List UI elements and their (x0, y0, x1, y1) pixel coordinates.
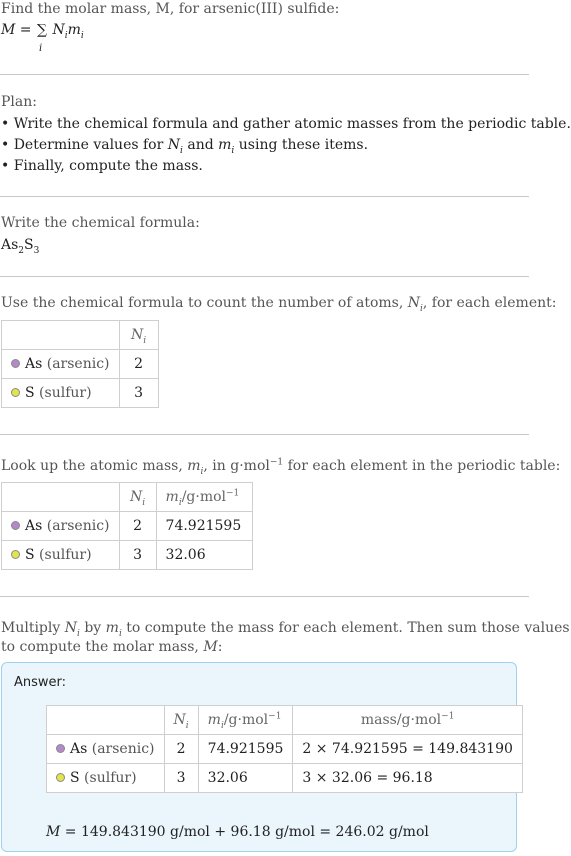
multiply-n: N (64, 620, 77, 636)
count-text (1, 294, 556, 312)
multiply-line2-a: to compute the molar mass, (1, 639, 199, 655)
formula-equals: = (19, 22, 32, 38)
header-empty (2, 483, 120, 512)
table-row (2, 350, 159, 379)
table-header-row (2, 483, 253, 512)
atom-count: 3 (119, 541, 156, 570)
header-n (119, 483, 156, 512)
plan-bullet-1: • Write the chemical formula and gather atomic masses from the periodic table. (1, 116, 571, 132)
multiply-m: m (105, 620, 119, 636)
header-n-label: N (173, 712, 186, 728)
sum-symbol (36, 21, 48, 54)
divider (0, 276, 529, 277)
arsenic-color-dot (56, 744, 65, 753)
answer-label: Answer: (14, 675, 67, 690)
header-n-label: N (129, 489, 143, 505)
plan-m: m (218, 137, 232, 153)
element-name: (arsenic) (91, 741, 155, 757)
element-symbol: As (25, 518, 43, 534)
sulfur-color-dot (11, 388, 20, 397)
table-header-row (2, 321, 159, 350)
element-cell (47, 764, 165, 793)
element-name: (arsenic) (46, 356, 110, 372)
header-n-sub: i (185, 720, 189, 731)
header-n-label: N (130, 327, 144, 343)
formula-lhs: M (1, 22, 16, 38)
atom-count: 3 (164, 764, 198, 793)
plan-n-sub: i (180, 145, 183, 156)
count-text-n-sub: i (420, 303, 423, 314)
element-symbol: As (70, 741, 88, 757)
formula-m: m (67, 22, 81, 38)
header-m-exp: −1 (226, 488, 240, 499)
multiply-text-line-1 (1, 619, 570, 637)
count-text-b: , for each element: (422, 295, 557, 311)
header-m-unit: /g·mol (223, 712, 269, 728)
sulfur-color-dot (11, 550, 20, 559)
count-text-a: Use the chemical formula to count the number of atoms, (1, 295, 404, 311)
atom-count: 2 (164, 735, 198, 764)
lookup-text-exp: −1 (269, 457, 284, 468)
table-row (2, 512, 253, 541)
divider (0, 596, 529, 597)
lookup-text-m: m (187, 458, 201, 474)
element-cell (2, 379, 120, 408)
multiply-line2-M: M (203, 639, 218, 655)
element-cell (47, 735, 165, 764)
header-mass-exp: −1 (441, 711, 455, 722)
element-symbol: S (25, 547, 35, 563)
table-row (47, 764, 523, 793)
divider (0, 434, 529, 435)
atomic-mass: 74.921595 (156, 512, 252, 541)
header-mass (293, 706, 523, 735)
lookup-text-m-sub: i (200, 466, 204, 477)
lookup-text-a: Look up the atomic mass, (1, 458, 183, 474)
header-m-label: m (165, 489, 179, 505)
multiply-line2-b: : (217, 639, 223, 655)
atom-count: 3 (119, 379, 158, 408)
atomic-mass: 74.921595 (198, 735, 293, 764)
header-m (156, 483, 252, 512)
table-row (2, 379, 159, 408)
count-table (1, 320, 159, 408)
formula-sub-s: 3 (33, 245, 40, 256)
final-lhs: M (46, 824, 61, 840)
element-cell (2, 512, 120, 541)
answer-table (46, 705, 523, 793)
plan-and: and (187, 137, 214, 153)
atomic-mass: 32.06 (156, 541, 252, 570)
header-n (164, 706, 198, 735)
formula-n: N (52, 22, 65, 38)
divider (0, 74, 529, 75)
multiply-b: by (84, 620, 102, 636)
element-symbol: As (25, 356, 43, 372)
formula-n-sub: i (64, 30, 68, 41)
header-m (198, 706, 293, 735)
lookup-text-b: , in g·mol (203, 458, 270, 474)
atomic-mass: 32.06 (198, 764, 293, 793)
multiply-a: Multiply (1, 620, 61, 636)
formula-element-as: As (1, 237, 19, 253)
element-name: (sulfur) (39, 547, 92, 563)
formula-heading: Write the chemical formula: (1, 215, 200, 231)
element-mass: 2 × 74.921595 = 149.843190 (293, 735, 523, 764)
header-m-unit: /g·mol (181, 489, 227, 505)
element-cell (2, 541, 120, 570)
plan-bullet-2 (1, 136, 368, 154)
multiply-c: to compute the mass for each element. Then sum those values (126, 620, 570, 636)
sum-index: i (38, 43, 43, 54)
final-rest: = 149.843190 g/mol + 96.18 g/mol = 246.02 g/mol (64, 824, 429, 840)
lookup-text-c: for each element in the periodic table: (287, 458, 561, 474)
element-mass: 3 × 32.06 = 96.18 (293, 764, 523, 793)
formula-sub-as: 2 (18, 245, 25, 256)
multiply-text-line-2 (1, 638, 222, 656)
count-text-n: N (407, 295, 421, 311)
table-row (2, 541, 253, 570)
sum-sign: ∑ (36, 22, 47, 38)
lookup-table (1, 482, 253, 570)
plan-bullet-3: • Finally, compute the mass. (1, 158, 203, 174)
element-name: (sulfur) (84, 770, 137, 786)
lookup-text (1, 457, 560, 475)
table-row (47, 735, 523, 764)
header-m-sub: i (220, 720, 224, 731)
header-n-sub: i (143, 335, 147, 346)
atom-count: 2 (119, 350, 158, 379)
intro-text: Find the molar mass, M, for arsenic(III) sulfide: (1, 1, 340, 17)
molar-mass-formula (1, 21, 84, 54)
header-m-exp: −1 (268, 711, 282, 722)
header-m-sub: i (178, 497, 182, 508)
element-cell (2, 350, 120, 379)
element-name: (sulfur) (39, 385, 92, 401)
arsenic-color-dot (11, 359, 20, 368)
formula-element-s: S (24, 237, 34, 253)
formula-m-sub: i (80, 30, 84, 41)
table-header-row (47, 706, 523, 735)
plan-heading: Plan: (1, 94, 37, 110)
element-symbol: S (25, 385, 35, 401)
plan-bullet-2-start: • Determine values for (1, 137, 164, 153)
element-name: (arsenic) (46, 518, 110, 534)
answer-box (1, 662, 517, 852)
element-symbol: S (70, 770, 80, 786)
header-empty (47, 706, 165, 735)
plan-bullet-2-rest: using these items. (238, 137, 369, 153)
arsenic-color-dot (11, 521, 20, 530)
header-empty (2, 321, 120, 350)
sulfur-color-dot (56, 773, 65, 782)
header-mass-label: mass/g·mol (360, 712, 442, 728)
chemical-formula (1, 236, 39, 254)
header-m-label: m (207, 712, 221, 728)
header-n (119, 321, 158, 350)
multiply-m-sub: i (118, 628, 122, 639)
plan-m-sub: i (231, 145, 235, 156)
atom-count: 2 (119, 512, 156, 541)
divider (0, 196, 529, 197)
final-result (46, 823, 429, 841)
header-n-sub: i (142, 497, 146, 508)
plan-n: N (167, 137, 181, 153)
multiply-n-sub: i (76, 628, 80, 639)
